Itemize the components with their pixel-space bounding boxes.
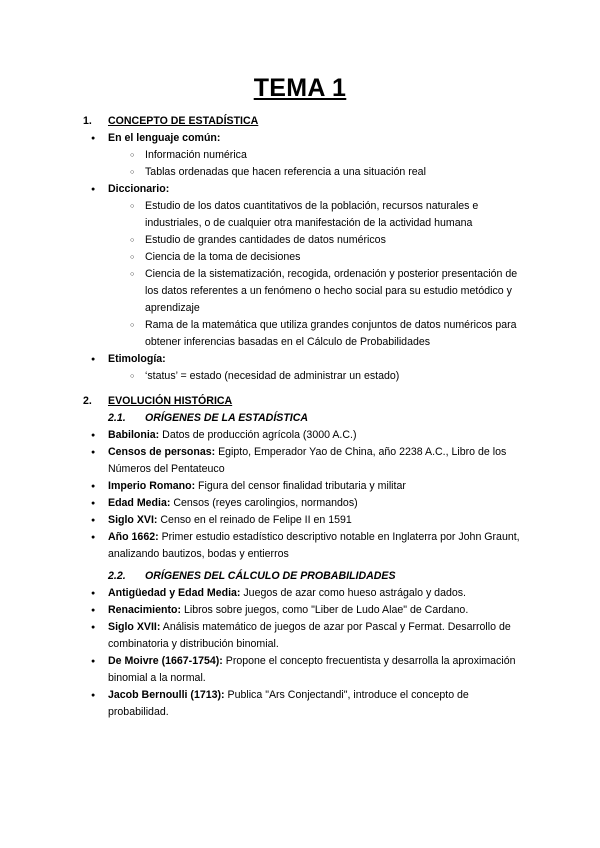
bullet-item: [0, 687, 522, 721]
bullet-item: [0, 181, 522, 198]
sub-bullet-item: ○ Rama de la matemática que utiliza grandes conjuntos de datos numéricos para obtener inferencias basadas en el Cálculo de Probabilidades: [0, 317, 522, 351]
sub-bullet-item: ○ Información numérica: [0, 147, 522, 164]
bullet-item: [0, 619, 522, 653]
sub-bullet-item: ○ Tablas ordenadas que hacen referencia a una situación real: [0, 164, 522, 181]
bullet-item: [0, 351, 522, 368]
bullet-label: Censos de personas:: [108, 446, 216, 458]
bullet-text: Libros sobre juegos, como "Liber de Ludo Alae" de Cardano.: [181, 604, 469, 616]
subsection-heading: [0, 410, 600, 427]
bullet-label: Diccionario:: [108, 183, 170, 195]
bullet-label: Babilonia:: [108, 429, 160, 441]
sub-bullet-item: ○ Estudio de grandes cantidades de datos numéricos: [0, 232, 522, 249]
bullet-item: [0, 130, 522, 147]
bullet-item: [0, 512, 522, 529]
sub-bullet-item: ○ Estudio de los datos cuantitativos de la población, recursos naturales e industriales, o de cualquier otra manifestación de la actividad humana: [0, 198, 522, 232]
bullet-label: De Moivre (1667-1754):: [108, 655, 223, 667]
bullet-label: Siglo XVII:: [108, 621, 161, 633]
subsection-title: ORÍGENES DEL CÁLCULO DE PROBABILIDADES: [145, 570, 396, 582]
page-title: TEMA 1: [253, 74, 347, 102]
subsection-number: 2.1.: [108, 412, 126, 424]
bullet-item: [0, 495, 522, 512]
section-heading: [0, 113, 600, 130]
bullet-text: Juegos de azar como hueso astrágalo y dados.: [240, 587, 466, 599]
document-body: [0, 113, 600, 721]
bullet-text: Propone el concepto frecuentista y desarrolla la aproximación binomial a la normal.: [108, 655, 516, 684]
bullet-label: Etimología:: [108, 353, 166, 365]
bullet-label: Imperio Romano:: [108, 480, 196, 492]
sub-bullet-item: ○ Ciencia de la toma de decisiones: [0, 249, 522, 266]
bullet-text: Publica "Ars Conjectandi", introduce el concepto de probabilidad.: [108, 689, 469, 718]
bullet-label: Edad Media:: [108, 497, 171, 509]
bullet-item: [0, 444, 522, 478]
section-title: CONCEPTO DE ESTADÍSTICA: [108, 115, 259, 127]
bullet-label: Renacimiento:: [108, 604, 181, 616]
sub-bullet-item: ○ Ciencia de la sistematización, recogida, ordenación y posterior presentación de los datos referentes a un fenómeno o hecho social para su estudio metódico y aprendizaje: [0, 266, 522, 317]
bullet-item: [0, 529, 522, 563]
spacer: [0, 385, 600, 393]
bullet-text: Análisis matemático de juegos de azar por Pascal y Fermat. Desarrollo de combinatoria y distribución binomial.: [108, 621, 511, 650]
bullet-item: [0, 602, 522, 619]
subsection-heading: [0, 568, 600, 585]
subsection-number: 2.2.: [108, 570, 126, 582]
bullet-item: [0, 585, 522, 602]
bullet-text: Censos (reyes carolingios, normandos): [170, 497, 358, 509]
bullet-item: [0, 653, 522, 687]
subsection-title: ORÍGENES DE LA ESTADÍSTICA: [145, 412, 309, 424]
bullet-label: Antigüedad y Edad Media:: [108, 587, 241, 599]
bullet-text: Datos de producción agrícola (3000 A.C.): [159, 429, 357, 441]
bullet-text: Figura del censor finalidad tributaria y militar: [195, 480, 406, 492]
bullet-text: Primer estudio estadístico descriptivo notable en Inglaterra por John Graunt, analizando bautizos, bodas y entierros: [108, 531, 520, 560]
sub-bullet-item: ○ ‘status’ = estado (necesidad de administrar un estado): [0, 368, 522, 385]
bullet-label: Siglo XVI:: [108, 514, 158, 526]
section-number: 2.: [83, 395, 92, 407]
section-heading: [0, 393, 600, 410]
bullet-text: Egipto, Emperador Yao de China, año 2238 A.C., Libro de los Números del Pentateuco: [108, 446, 507, 475]
section-number: 1.: [83, 115, 92, 127]
bullet-text: Censo en el reinado de Felipe II en 1591: [157, 514, 352, 526]
bullet-item: [0, 427, 522, 444]
bullet-item: [0, 478, 522, 495]
section-title: EVOLUCIÓN HISTÓRICA: [108, 395, 233, 407]
bullet-label: Año 1662:: [108, 531, 159, 543]
bullet-label: En el lenguaje común:: [108, 132, 221, 144]
bullet-label: Jacob Bernoulli (1713):: [108, 689, 225, 701]
